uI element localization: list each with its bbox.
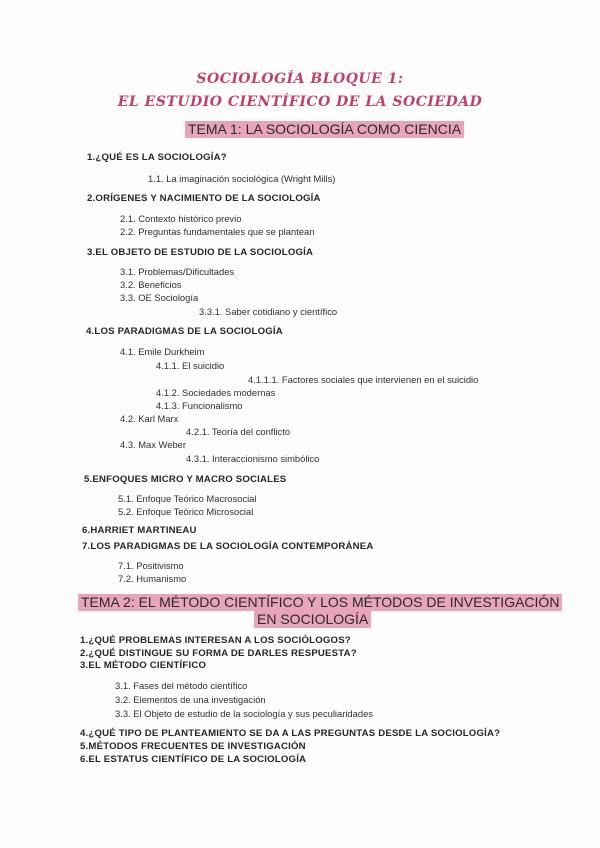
subitem: 4.2. Karl Marx <box>120 413 179 424</box>
heading: 1.¿QUÉ PROBLEMAS INTERESAN A LOS SOCIÓLOGOS? <box>80 635 351 646</box>
subitem: 5.1. Enfoque Teórico Macrosocial <box>118 493 257 504</box>
tema1-banner: TEMA 1: LA SOCIOLOGÍA COMO CIENCIA <box>185 121 464 138</box>
subitem: 7.1. Positivismo <box>118 560 184 571</box>
subitem: 3.1. Fases del método científico <box>115 680 248 691</box>
heading: 7.LOS PARADIGMAS DE LA SOCIOLOGÍA CONTEMPORÁNEA <box>82 541 374 552</box>
subitem: 3.1. Problemas/Dificultades <box>120 266 235 277</box>
heading: 2.¿QUÉ DISTINGUE SU FORMA DE DARLES RESPUESTA? <box>80 648 357 659</box>
heading: 4.¿QUÉ TIPO DE PLANTEAMIENTO SE DA A LAS PREGUNTAS DESDE LA SOCIOLOGÍA? <box>80 728 501 739</box>
subitem: 3.3. OE Sociología <box>120 292 199 303</box>
subitem: 4.2.1. Teoría del conflicto <box>186 426 291 437</box>
heading: 6.HARRIET MARTINEAU <box>82 525 197 536</box>
subitem: 4.3.1. Interaccionismo simbólico <box>186 453 320 464</box>
tema2-banner: TEMA 2: EL MÉTODO CIENTÍFICO Y LOS MÉTODOS DE INVESTIGACIÓN <box>78 594 562 611</box>
subitem: 7.2. Humanismo <box>118 573 187 584</box>
subitem: 4.1.1.1. Factores sociales que intervienen en el suicidio <box>248 374 479 385</box>
subitem: 3.3. El Objeto de estudio de la sociología y sus peculiaridades <box>115 708 373 719</box>
tema2-banner-cont: EN SOCIOLOGÍA <box>254 611 371 628</box>
subitem: 2.1. Contexto histórico previo <box>120 213 242 224</box>
subitem: 4.1.2. Sociedades modernas <box>156 387 276 398</box>
subitem: 4.1.3. Funcionalismo <box>156 400 243 411</box>
document-subtitle: EL ESTUDIO CIENTÍFICO DE LA SOCIEDAD <box>117 94 483 110</box>
document-title: SOCIOLOGÍA BLOQUE 1: <box>196 71 404 87</box>
heading: 6.EL ESTATUS CIENTÍFICO DE LA SOCIOLOGÍA <box>80 754 307 765</box>
heading: 2.ORÍGENES Y NACIMIENTO DE LA SOCIOLOGÍA <box>87 193 321 204</box>
subitem: 3.3.1. Saber cotidiano y científico <box>199 306 338 317</box>
subitem: 3.2. Elementos de una investigación <box>115 694 266 705</box>
heading: 3.EL MÉTODO CIENTÍFICO <box>80 660 207 671</box>
heading: 4.LOS PARADIGMAS DE LA SOCIOLOGÍA <box>86 326 283 337</box>
subitem: 2.2. Preguntas fundamentales que se plantean <box>120 226 315 237</box>
subitem: 1.1. La imaginación sociológica (Wright Mills) <box>148 173 336 184</box>
heading: 5.ENFOQUES MICRO Y MACRO SOCIALES <box>84 474 287 485</box>
subitem: 4.1.1. El suicidio <box>156 360 225 371</box>
heading: 5.MÉTODOS FRECUENTES DE INVESTIGACIÓN <box>80 741 306 752</box>
heading: 1.¿QUÉ ES LA SOCIOLOGÍA? <box>87 152 227 163</box>
subitem: 4.1. Emile Durkheim <box>120 346 205 357</box>
subitem: 5.2. Enfoque Teórico Microsocial <box>118 506 254 517</box>
subitem: 3.2. Beneficios <box>120 279 182 290</box>
heading: 3.EL OBJETO DE ESTUDIO DE LA SOCIOLOGÍA <box>87 247 314 258</box>
subitem: 4.3. Max Weber <box>120 439 187 450</box>
